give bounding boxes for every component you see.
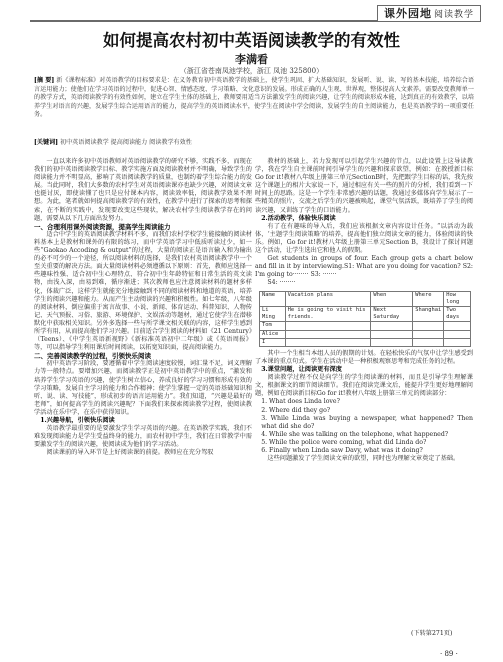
section-label-primary: 课外园地 [383, 7, 432, 20]
table-header-row [260, 291, 471, 306]
table-cell [413, 322, 444, 330]
table-header-cell: Where [413, 291, 444, 306]
section-heading: 二、完善阅读教学的过程，引领快乐阅读 [34, 352, 151, 361]
table-row [260, 330, 471, 338]
article-author: 李满看 [235, 53, 268, 66]
section-heading: 一、合理利用课外阅读资源，提高学生阅读能力 [34, 222, 171, 231]
paragraph: 阅读教学过程不仅是向学生的学生阅读课的材料，而且是引导学生理解课文，根据课文的细节阅读细节。我们在阅读完课文后，能提升学生更好地理解问题，例如在阅读新目标Go for it!教材八年级上册第三单元的阅读部分： [255, 374, 473, 398]
table-row [260, 322, 471, 330]
page-header [0, 0, 503, 22]
left-column [34, 158, 252, 457]
table-cell: Li Ming [260, 306, 286, 321]
keywords [34, 139, 474, 148]
keywords-text: 初中英语阅读教学 提高阅读能力 阅读教学有效性 [60, 139, 192, 146]
section-label [377, 5, 481, 21]
paragraph: 其中一个生相当本组人员的假期的计划。在轻松快乐的气氛中让学生感受到了本课的重点句式。学生在活动中是一种积极观察思考和完成任务的过程。 [255, 349, 473, 366]
english-passage: Get students in groups of four. Each group gets a chart below and fill in it by interviewing.S1: What are you doing for vacation? S2: I'm going to········ S3: ······· [255, 255, 473, 279]
table-cell: Shanghai [413, 306, 444, 321]
table-row [260, 338, 471, 346]
question-item: 4. While she was talking on the telephone, what happened? [261, 430, 449, 438]
question-item: 1. What does Linda love? [261, 398, 340, 406]
question-item: 3. While Linda was buying a newspaper, what happened? Then what did she do? [261, 414, 473, 430]
subsection-heading: 1.兴趣导航，引领快乐阅读 [40, 417, 115, 424]
table-header-cell: When [371, 291, 413, 306]
paragraph: 适合中学生的英语阅读教学材料不多，而我们农村学校学生能接触的阅读材料基本上是教材和课外的有限的练习，而中学英语学习中低质听读过少，如一些“Gaokao Accoding & output”的过程，大量的阅读正是语言输入和为输出的必不可少的一个途径，所以阅读材料的选择，是我们农村英语阅读教学中一个至关重要的解决方法。面大量阅读材料必须遵循以下原则：首先，教师应选择一些趣味性强、适合初中生心理特点、符合初中生年龄特征和日常生活的英文读物，由浅入深，由易到难，循序渐进；其次教师也应注意阅读材料的题材多样化，体裁广泛，这样学生就能充分地接触到不同的阅读材料和地道的英语，培养学生的阅读兴趣和能力。从而产生主动阅读的兴趣和积极性。如七年级，八年级的阅读材料，倒应偏重于寓言故事、小说、新闻、体育运动、科普知识、人物传记、天气预报、习俗、旅游、环境保护、文娱活动等题材，通过它使学生在潜移默化中获取相关知识。另外多选择一些与所学课文相关联的内容，这样学生感到所学有用，从而提高他们学习兴趣。目前适合学生阅读的材料如《21 Century》（Teens）、《中学生英语新视野》《新标准英语初中二年级》或《英语周报》等，可以指导学生利用课后时间阅读，以拓宽知识面，提高阅读能力。 [34, 230, 252, 352]
table-header-cell: How long [444, 291, 471, 306]
table-cell [444, 322, 471, 330]
right-column [255, 158, 473, 463]
paragraph: 初中英语学习阶段，要遵循着中学生阅读速度较慢，词汇量不足，词义理解力等一般特点。要增加兴趣，而阅读教学正是初中英语教学中的重点，“激发和培养学生学习英语的兴趣，使学生树立信心，养成良好的学习习惯和形成有效的学习策略，发展自主学习的能力和合作精神；使学生掌握一定的英语基础知识和听、说、读、写技能”，形成初步的语言运用能力”。我们知道，“兴趣是最好的老师”，如何提高学生的阅读兴趣呢？下面我们来探索阅读教学过程，使阅读教学活动在乐中学，在乐中获得知识。 [34, 360, 252, 416]
question-item: 2. Where did they go? [261, 406, 331, 414]
table-body [260, 306, 471, 346]
section-label-secondary: 阅读教学 [433, 10, 474, 20]
paragraph: 英语教学最重要的是要激发学生学习英语的兴趣。在英语教学实践，我们不难发现阅读能力是学生受益终身的能力，而农村初中学生，我们在日常教学中需要激发学生的阅读兴趣，使阅读成为他们的学习活动。 [34, 425, 252, 449]
subsection-heading: 2.活动教学，体验快乐阅读 [261, 214, 336, 222]
table-cell [371, 330, 413, 338]
table-cell: He is going to visit his friends. [285, 306, 371, 321]
table-row [260, 306, 471, 321]
right-column-top [255, 158, 473, 288]
table-cell [285, 338, 371, 346]
abstract-label: [摘 要] [34, 77, 55, 84]
table-cell [444, 330, 471, 338]
abstract-text: 新《课程标准》对英语教学的目标要求是：在义务教育初中英语教学的基础上，使学生巩固、扩大基础知识，发展听、说、读、写的基本技能，培养综合语言运用能力；使他们在学习英语的过程中，促进心智、情感态度、学习策略、文化意识的发展。形成正确的人生观、世界观，整体提高人文素养。需要改变教师单一的教学方式，英语阅读教学的有效性如何，建立在学生主体的基础上，教师要用适当方法激发学生的阅读兴趣，让学生的阅读形成本能，达到真正的有效教学，以培养学生对语言的兴趣，发展学生综合运用语言的能力，提高学生的英语阅读水平，使学生在阅读中学会阅读，发展学生的自主阅读能力，也是英语教学的一项重要任务。 [34, 77, 475, 119]
keywords-label: [关键词] [34, 139, 59, 146]
paragraph: 这些问题激发了学生阅读文章的欲望，同时也为理解文章奠定了基础。 [267, 455, 460, 463]
paragraph: 一直以来许多初中英语教师对英语阅读教学的研究不够，实践不多，而现在我们的初中英语阅读教学目标、教学实施方面及阅读教材并不明确，导致学生的阅读能力并不明显高，影响了英语阅读教学的质量，也制约着学生综合能力的发展。当此同时，我们大多数的农村学生对英语阅读课亦也缺少兴趣，对阅读文章也挺讨厌，即使读懂了也只是应付课本内容，阅读效率低，阅读教学效果不理想。为此，笔者就如何提高阅读教学的有效性，在教学中进行了探索的思考和探索，在不断的实践中，发现要改变这些现状，解决农村学生阅读教学存在的问题，需要从以下几方面出发努力。 [34, 158, 252, 222]
table-cell [413, 338, 444, 346]
subsection-heading: 3.课堂问题，让阅读更有深度 [261, 366, 342, 374]
table-cell [285, 322, 371, 330]
table-cell: I [260, 338, 286, 346]
question-item: 6. Finally when Linda saw Davy, what was it doing? [261, 447, 423, 455]
table-cell: Alice [260, 330, 286, 338]
author-affiliation: （浙江省苍南凤池学校，浙江 凤池 325800） [179, 67, 324, 75]
table-cell [371, 322, 413, 330]
table-cell [444, 338, 471, 346]
table-cell: Two days [444, 306, 471, 321]
paragraph: 有了在有趣味的导入后，我们应该根据文章内容设计任务。“以活动为载体，‘主题学生阅读策略’的培养，提高他们独立阅读文章的能力，体验阅读的快乐。例如，Go for it!教材八年级上册第三单元Section B，我设计了探讨问题这个活动，让学生选出它和他人的假期。 [255, 222, 473, 255]
paragraph: 阅读课前的导入环节是上好阅读课的前提。教师应在充分驾驭 [46, 449, 214, 457]
right-column-bottom [255, 350, 473, 463]
page-number: · 89 · [440, 650, 458, 658]
vacation-plan-table [259, 291, 471, 347]
paragraph: 教材的基础上，若力发现可以引起学生兴趣的节点，以此设置上这导读教学，我在学生自主课前时间引导学生的兴趣和探求欲望，例如：在教授新目标Go for it!教材八年级上册第三单元SectionB时，先把跟学生目标的话，我先按这个课题上的相片大家说一下，通过相应有关一些的照片的分析，我们看到一下时间上的思路。这是一个学生非常感兴趣的话题，我通过多媒体向学生展示了一些精美的照片，交流之后学生的兴趣被唤起，课堂气氛活跃，既培养了学生的阅读兴趣，又训练了学生的口语能力。 [255, 158, 473, 214]
article-title: 如何提高农村初中英语阅读教学的有效性 [103, 31, 400, 50]
table-cell [371, 338, 413, 346]
continued-note: (下转第271页) [411, 630, 453, 637]
table-cell: Tom [260, 322, 286, 330]
question-item: 5. While the police were coming, what did Linda do? [261, 438, 427, 446]
table-cell: Next Saturday [371, 306, 413, 321]
abstract [34, 77, 474, 120]
table-cell [413, 330, 444, 338]
table-cell [285, 330, 371, 338]
table-header-cell: Name [260, 291, 286, 306]
english-passage: S4: ········ [267, 279, 296, 287]
table-header-cell: Vacation plans [285, 291, 371, 306]
